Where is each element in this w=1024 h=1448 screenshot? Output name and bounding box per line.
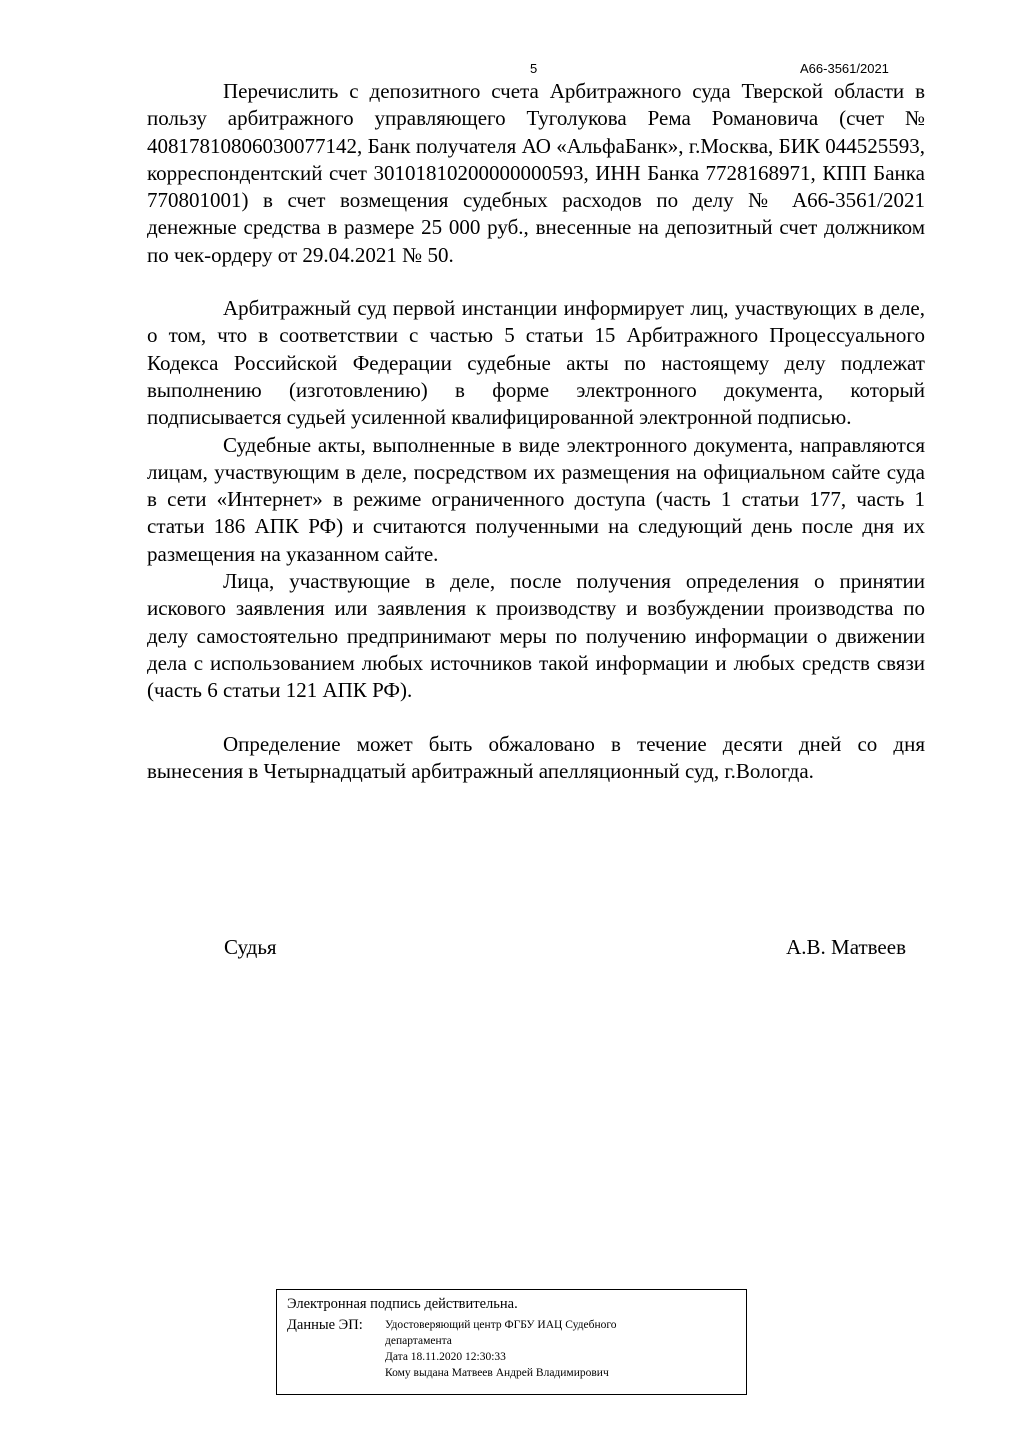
signature-issued-to: Кому выдана Матвеев Андрей Владимирович <box>385 1367 609 1379</box>
paragraph-electronic-document-notice: Арбитражный суд первой инстанции информирует лиц, участвующих в деле, о том, что в соответствии с частью 5 статьи 15 Арбитражного Процессуального Кодекса Российской Федерации судебные акты по настоящему делу подлежат выполнению (изготовлению) в форме электронного документа, который подписывается судьей усиленной квалифицированной электронной подписью. <box>147 296 925 430</box>
signature-issuer-line2: департамента <box>385 1335 452 1347</box>
signature-status: Электронная подпись действительна. <box>287 1296 518 1312</box>
page-number: 5 <box>530 61 538 76</box>
judge-signature <box>224 935 906 960</box>
paragraph-publication-notice: Судебные акты, выполненные в виде электронного документа, направляются лицам, участвующим в деле, посредством их размещения на официальном сайте суда в сети «Интернет» в режиме ограниченного доступа (часть 1 статьи 177, часть 1 статьи 186 АПК РФ) и считаются полученными на следующий день после дня их размещения на указанном сайте. <box>147 432 925 566</box>
signature-issuer-line1: Удостоверяющий центр ФГБУ ИАЦ Судебного <box>385 1319 617 1331</box>
judge-name: А.В. Матвеев <box>786 935 906 959</box>
signature-date: Дата 18.11.2020 12:30:33 <box>385 1351 506 1363</box>
case-number: А66-3561/2021 <box>800 61 889 76</box>
judge-role: Судья <box>224 935 277 959</box>
paragraph-transfer-order: Перечислить с депозитного счета Арбитражного суда Тверской области в пользу арбитражного управляющего Туголукова Рема Романовича (счет № 40817810806030077142, Банк получателя АО «АльфаБанк», г.Москва, БИК 044525593, корреспондентский счет 30101810200000000593, ИНН Банка 7728168971, КПП Банка 770801001) в счет возмещения судебных расходов по делу № А66-3561/2021 денежные средства в размере 25 000 руб., внесенные на депозитный счет должником по чек-ордеру от 29.04.2021 № 50. <box>147 79 925 267</box>
signature-details <box>385 1316 617 1381</box>
electronic-signature-stamp <box>276 1289 747 1395</box>
paragraph-appeal-notice: Определение может быть обжаловано в течение десяти дней со дня вынесения в Четырнадцатый арбитражный апелляционный суд, г.Вологда. <box>147 731 925 783</box>
document-body <box>147 78 925 785</box>
signature-data <box>287 1316 736 1381</box>
signature-data-label: Данные ЭП: <box>287 1317 363 1333</box>
paragraph-participants-duty: Лица, участвующие в деле, после получения определения о принятии искового заявления или заявления к производству и возбуждении производства по делу самостоятельно предпринимают меры по получению информации о движении дела с использованием любых источников такой информации и любых средств связи (часть 6 статьи 121 АПК РФ). <box>147 569 925 703</box>
